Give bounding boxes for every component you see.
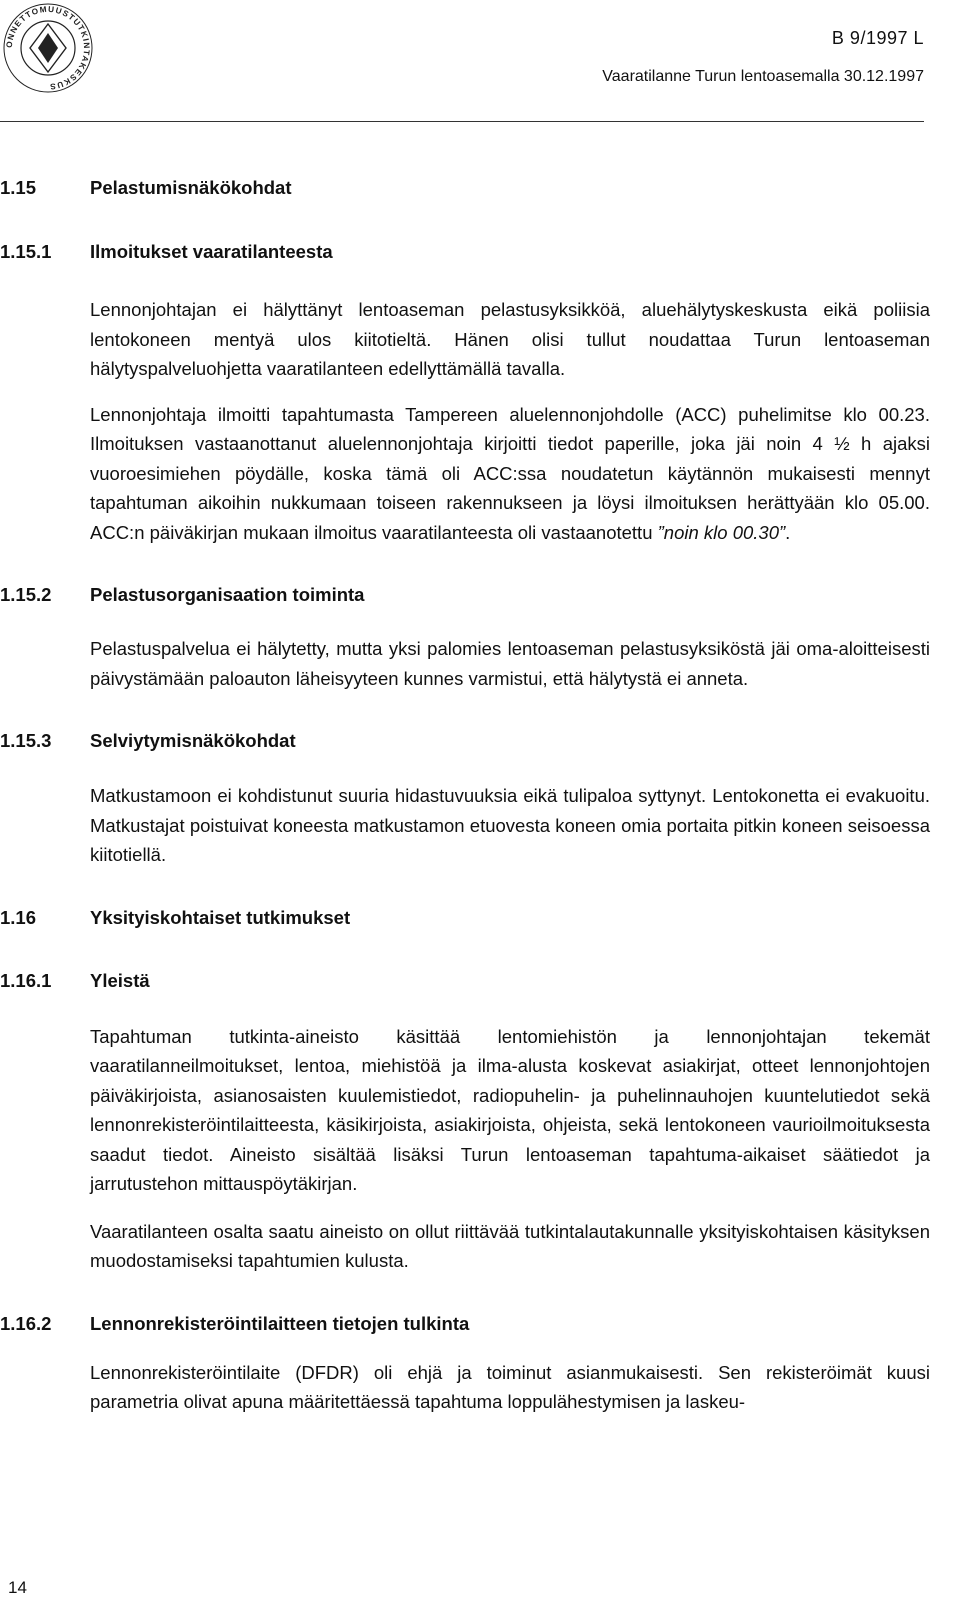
section-number: 1.15.2	[0, 584, 52, 605]
section-title: Yksityiskohtaiset tutkimukset	[90, 906, 351, 928]
paragraph: Pelastuspalvelua ei hälytetty, mutta yksi palomies lentoaseman pelastusyksiköstä jäi oma-aloitteisesti päivystämään paloauton läheisyyteen kunnes varmistui, että hälytystä ei anneta.	[90, 638, 930, 689]
section-number: 1.15	[0, 177, 37, 198]
section-title: Lennonrekisteröintilaitteen tietojen tulkinta	[90, 1312, 470, 1334]
paragraph: Vaaratilanteen osalta saatu aineisto on ollut riittävää tutkintalautakunnalle yksityiskohtaisen käsityksen muodostamiseksi tapahtumien kulusta.	[90, 1220, 930, 1271]
section-number: 1.15.1	[0, 241, 52, 262]
section-number: 1.15.3	[0, 730, 52, 751]
document-code: B 9/1997 L	[831, 28, 924, 48]
paragraph-text: Lennonjohtaja ilmoitti tapahtumasta Tampereen aluelennonjohdolle (ACC) puhelimitse klo 00.23. Ilmoituksen vastaanottanut aluelennonjohtaja kirjoitti tiedot paperille, joka jäi noin 4 ½ h ajaksi vuoroesimiehen pöydälle, koska tämä oli ACC:ssa noudatetun käytännön mukaisesti mennyt tapahtuman aikoihin nukkumaan toiseen rakennukseen ja löysi ilmoituksen herättyään klo 05.00. ACC:n päiväkirjan mukaan ilmoitus vaaratilanteesta oli vastaanotettu	[90, 403, 930, 543]
section-heading	[0, 727, 930, 755]
section-heading	[0, 1310, 930, 1338]
section-title: Pelastumisnäkökohdat	[90, 177, 292, 198]
quoted-time: ”noin klo 00.30”	[657, 521, 786, 543]
document-subtitle: Vaaratilanne Turun lentoasemalla 30.12.1997	[602, 68, 924, 85]
page-number: 14	[8, 1578, 27, 1597]
section-heading	[0, 967, 930, 995]
paragraph: Tapahtuman tutkinta-aineisto käsittää lentomiehistön ja lennonjohtajan tekemät vaaratilanneilmoitukset, lentoa, miehistöä ja ilma-alusta koskevat asiakirjat, otteet lennonjohtojen päiväkirjoista, asianosaisten kuulemistiedot, radiopuhelin- ja puhelinnauhojen kuuntelutiedot sekä lennonrekisteröintilaitteesta, käsikirjoista, asiakirjoista, ohjeista, sekä lentokoneen vaurioilmoituksesta saadut tiedot. Aineisto sisältää lisäksi Turun lentoaseman tapahtuma-aikaiset säätiedot ja jarrutustehon mittauspöytäkirjan.	[90, 1025, 930, 1194]
section-heading	[0, 581, 930, 609]
section-number: 1.16	[0, 906, 37, 928]
section-number: 1.16.1	[0, 969, 52, 991]
section-number: 1.16.2	[0, 1312, 52, 1334]
section-heading	[0, 238, 930, 266]
paragraph: Matkustamoon ei kohdistunut suuria hidastuvuuksia eikä tulipaloa syttynyt. Lentokonetta ei evakuoitu. Matkustajat poistuivat koneesta matkustamon etuovesta koneen omia portaita pitkin koneen seisoessa kiitotiellä.	[90, 785, 930, 865]
document-body	[0, 174, 930, 1417]
section-title: Selviytymisnäkökohdat	[90, 730, 296, 751]
section-heading	[0, 904, 930, 932]
paragraph: Lennonrekisteröintilaite (DFDR) oli ehjä ja toiminut asianmukaisesti. Sen rekisteröimät kuusi parametria olivat apuna määritettäessä tapahtuma loppulähestymisen ja laskeu-	[90, 1361, 930, 1412]
paragraph-text-end: .	[785, 521, 791, 543]
section-heading	[0, 174, 930, 202]
paragraph: Lennonjohtajan ei hälyttänyt lentoaseman pelastusyksikköä, aluehälytyskeskusta eikä poliisia lentokoneen mentyä ulos kiitotieltä. Hänen olisi tullut noudattaa Turun lentoaseman hälytyspalveluohjetta vaaratilanteen edellyttämällä tavalla.	[90, 299, 930, 379]
section-title: Ilmoitukset vaaratilanteesta	[90, 241, 333, 262]
header-divider	[0, 121, 924, 122]
agency-logo	[0, 0, 96, 96]
section-title: Yleistä	[90, 969, 150, 991]
logo-lettering: ONNETTOMUUSTUTKINTAKESKUS	[4, 4, 92, 92]
paragraph	[90, 400, 930, 548]
section-title: Pelastusorganisaation toiminta	[90, 584, 365, 605]
